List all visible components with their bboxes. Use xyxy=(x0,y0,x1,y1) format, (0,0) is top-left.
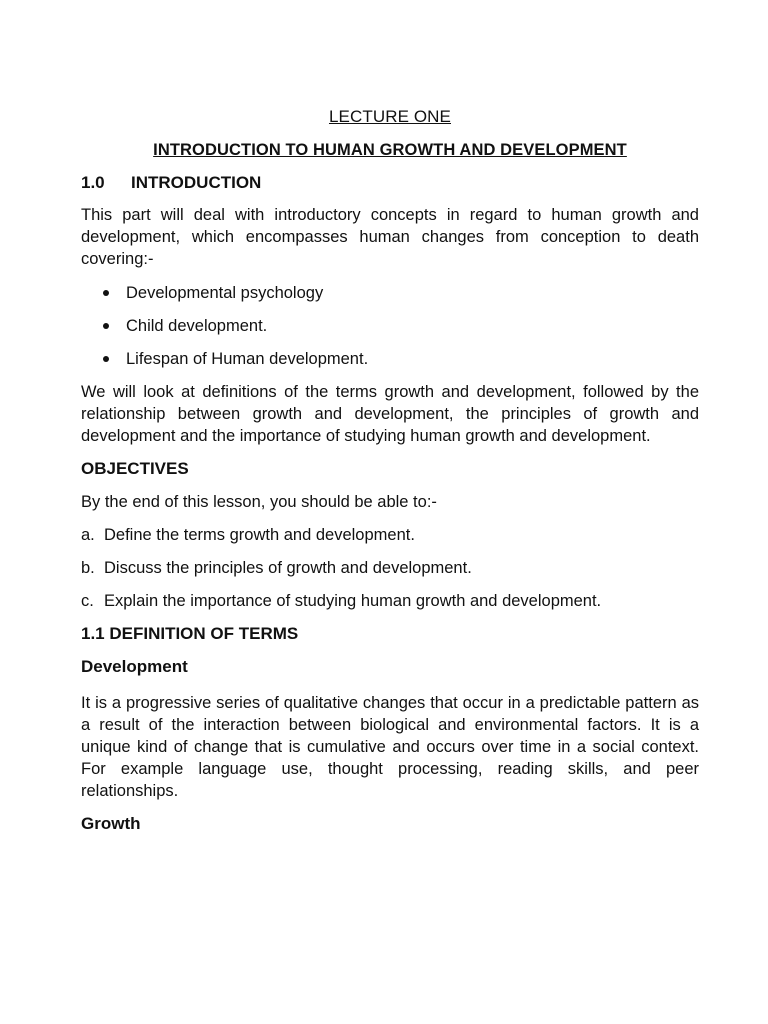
objectives-intro: By the end of this lesson, you should be able to:- xyxy=(81,493,437,511)
list-marker: a. xyxy=(81,526,95,544)
growth-heading: Growth xyxy=(81,814,141,833)
intro-paragraph: This part will deal with introductory concepts in regard to human growth and development, which encompasses human changes from conception to death covering:- xyxy=(81,206,699,268)
intro-section-heading xyxy=(81,172,699,194)
lecture-title: LECTURE ONE xyxy=(328,107,451,126)
overview-paragraph: We will look at definitions of the terms growth and development, followed by the relationship between growth and development, the principles of growth and development and the importance of studying human growth and development. xyxy=(81,383,699,445)
list-marker: c. xyxy=(81,592,94,610)
list-item xyxy=(81,524,699,546)
list-item-text: Lifespan of Human development. xyxy=(126,350,369,368)
list-item-text: Discuss the principles of growth and development. xyxy=(104,559,472,577)
list-item xyxy=(81,348,699,370)
bullet-icon xyxy=(103,323,109,329)
development-paragraph: It is a progressive series of qualitative changes that occur in a predictable pattern as a result of the interaction between biological and environmental factors. It is a unique kind of change that is cumulative and occurs over time in a social context. For example language use, thought processing, reading skills, and peer relationships. xyxy=(81,694,699,800)
list-item xyxy=(81,557,699,579)
list-item xyxy=(81,282,699,304)
list-item xyxy=(81,590,699,612)
document-content xyxy=(81,106,699,835)
list-item xyxy=(81,315,699,337)
main-title: INTRODUCTION TO HUMAN GROWTH AND DEVELOPMENT xyxy=(153,141,627,159)
section-number: 1.0 xyxy=(81,173,105,192)
topic-bullet-list xyxy=(81,282,699,370)
definitions-heading: 1.1 DEFINITION OF TERMS xyxy=(81,624,299,643)
objectives-heading: OBJECTIVES xyxy=(81,459,189,478)
list-marker: b. xyxy=(81,559,95,577)
section-heading-text: INTRODUCTION xyxy=(131,173,262,192)
objectives-list xyxy=(81,524,699,612)
bullet-icon xyxy=(103,290,109,296)
list-item-text: Define the terms growth and development. xyxy=(104,526,415,544)
list-item-text: Explain the importance of studying human growth and development. xyxy=(104,592,602,610)
development-heading: Development xyxy=(81,657,188,676)
list-item-text: Child development. xyxy=(126,317,268,335)
list-item-text: Developmental psychology xyxy=(126,284,324,302)
bullet-icon xyxy=(103,356,109,362)
